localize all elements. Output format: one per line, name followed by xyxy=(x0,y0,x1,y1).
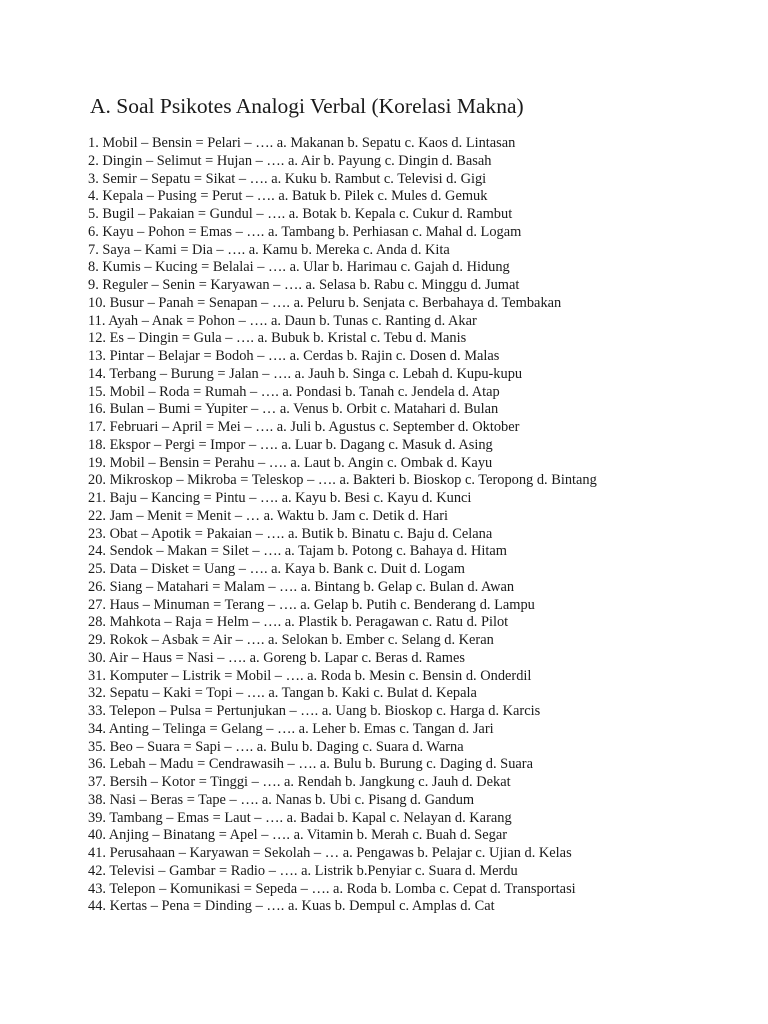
question-item: 3. Semir – Sepatu = Sikat – …. a. Kuku b. Rambut c. Televisi d. Gigi xyxy=(88,170,487,187)
question-item: 17. Februari – April = Mei – …. a. Juli b. Agustus c. September d. Oktober xyxy=(88,419,520,435)
question-item: 12. Es – Dingin = Gula – …. a. Bubuk b. Kristal c. Tebu d. Manis xyxy=(88,330,467,347)
question-item: 9. Reguler – Senin = Karyawan – …. a. Selasa b. Rabu c. Minggu d. Jumat xyxy=(88,277,520,293)
question-item: 38. Nasi – Beras = Tape – …. a. Nanas b. Ubi c. Pisang d. Gandum xyxy=(88,791,475,808)
question-item: 34. Anting – Telinga = Gelang – …. a. Leher b. Emas c. Tangan d. Jari xyxy=(88,720,494,737)
question-item: 26. Siang – Matahari = Malam – …. a. Bintang b. Gelap c. Bulan d. Awan xyxy=(88,578,515,595)
question-item: 41. Perusahaan – Karyawan = Sekolah – … a. Pengawas b. Pelajar c. Ujian d. Kelas xyxy=(88,845,572,861)
question-item: 37. Bersih – Kotor = Tinggi – …. a. Rendah b. Jangkung c. Jauh d. Dekat xyxy=(88,774,511,790)
question-item: 21. Baju – Kancing = Pintu – …. a. Kayu b. Besi c. Kayu d. Kunci xyxy=(88,490,472,506)
question-item: 36. Lebah – Madu = Cendrawasih – …. a. Bulu b. Burung c. Daging d. Suara xyxy=(88,756,533,773)
question-item: 28. Mahkota – Raja = Helm – …. a. Plastik b. Peragawan c. Ratu d. Pilot xyxy=(88,614,509,631)
question-item: 19. Mobil – Bensin = Perahu – …. a. Laut b. Angin c. Ombak d. Kayu xyxy=(88,454,493,471)
question-item: 10. Busur – Panah = Senapan – …. a. Peluru b. Senjata c. Berbahaya d. Tembakan xyxy=(88,294,562,311)
document-title: A. Soal Psikotes Analogi Verbal (Korelasi Makna) xyxy=(90,94,524,118)
question-item: 40. Anjing – Binatang = Apel – …. a. Vitamin b. Merah c. Buah d. Segar xyxy=(88,827,508,844)
question-item: 22. Jam – Menit = Menit – … a. Waktu b. Jam c. Detik d. Hari xyxy=(88,507,449,524)
question-item: 5. Bugil – Pakaian = Gundul – …. a. Botak b. Kepala c. Cukur d. Rambut xyxy=(88,206,513,222)
question-item: 31. Komputer – Listrik = Mobil – …. a. Roda b. Mesin c. Bensin d. Onderdil xyxy=(88,667,532,684)
question-item: 11. Ayah – Anak = Pohon – …. a. Daun b. Tunas c. Ranting d. Akar xyxy=(88,312,477,329)
question-item: 44. Kertas – Pena = Dinding – …. a. Kuas b. Dempul c. Amplas d. Cat xyxy=(88,898,495,915)
question-item: 25. Data – Disket = Uang – …. a. Kaya b. Bank c. Duit d. Logam xyxy=(88,561,465,577)
question-item: 35. Beo – Suara = Sapi – …. a. Bulu b. Daging c. Suara d. Warna xyxy=(88,738,464,755)
question-item: 32. Sepatu – Kaki = Topi – …. a. Tangan b. Kaki c. Bulat d. Kepala xyxy=(88,685,477,702)
question-item: 1. Mobil – Bensin = Pelari – …. a. Makanan b. Sepatu c. Kaos d. Lintasan xyxy=(88,135,516,151)
question-item: 6. Kayu – Pohon = Emas – …. a. Tambang b. Perhiasan c. Mahal d. Logam xyxy=(88,223,522,240)
question-item: 43. Telepon – Komunikasi = Sepeda – …. a. Roda b. Lomba c. Cepat d. Transportasi xyxy=(88,880,576,897)
question-item: 24. Sendok – Makan = Silet – …. a. Tajam b. Potong c. Bahaya d. Hitam xyxy=(88,543,507,560)
question-item: 42. Televisi – Gambar = Radio – …. a. Listrik b.Penyiar c. Suara d. Merdu xyxy=(88,862,518,879)
question-item: 23. Obat – Apotik = Pakaian – …. a. Butik b. Binatu c. Baju d. Celana xyxy=(88,525,493,542)
question-item: 16. Bulan – Bumi = Yupiter – … a. Venus b. Orbit c. Matahari d. Bulan xyxy=(88,401,499,418)
question-item: 39. Tambang – Emas = Laut – …. a. Badai b. Kapal c. Nelayan d. Karang xyxy=(88,809,512,826)
question-item: 30. Air – Haus = Nasi – …. a. Goreng b. Lapar c. Beras d. Rames xyxy=(88,649,465,666)
question-item: 27. Haus – Minuman = Terang – …. a. Gelap b. Putih c. Benderang d. Lampu xyxy=(88,596,535,613)
question-item: 14. Terbang – Burung = Jalan – …. a. Jauh b. Singa c. Lebah d. Kupu-kupu xyxy=(88,365,523,382)
question-item: 15. Mobil – Roda = Rumah – …. a. Pondasi b. Tanah c. Jendela d. Atap xyxy=(88,383,500,400)
question-item: 20. Mikroskop – Mikroba = Teleskop – …. a. Bakteri b. Bioskop c. Teropong d. Bintang xyxy=(88,472,597,489)
question-item: 33. Telepon – Pulsa = Pertunjukan – …. a. Uang b. Bioskop c. Harga d. Karcis xyxy=(88,703,541,719)
question-list xyxy=(88,135,597,916)
question-item: 13. Pintar – Belajar = Bodoh – …. a. Cerdas b. Rajin c. Dosen d. Malas xyxy=(88,348,500,364)
question-item: 29. Rokok – Asbak = Air – …. a. Selokan b. Ember c. Selang d. Keran xyxy=(88,632,494,648)
question-item: 18. Ekspor – Pergi = Impor – …. a. Luar b. Dagang c. Masuk d. Asing xyxy=(88,436,493,453)
question-item: 7. Saya – Kami = Dia – …. a. Kamu b. Mereka c. Anda d. Kita xyxy=(88,241,450,258)
question-item: 4. Kepala – Pusing = Perut – …. a. Batuk b. Pilek c. Mules d. Gemuk xyxy=(88,188,488,205)
question-item: 8. Kumis – Kucing = Belalai – …. a. Ular b. Harimau c. Gajah d. Hidung xyxy=(88,259,510,276)
question-item: 2. Dingin – Selimut = Hujan – …. a. Air b. Payung c. Dingin d. Basah xyxy=(88,152,492,169)
